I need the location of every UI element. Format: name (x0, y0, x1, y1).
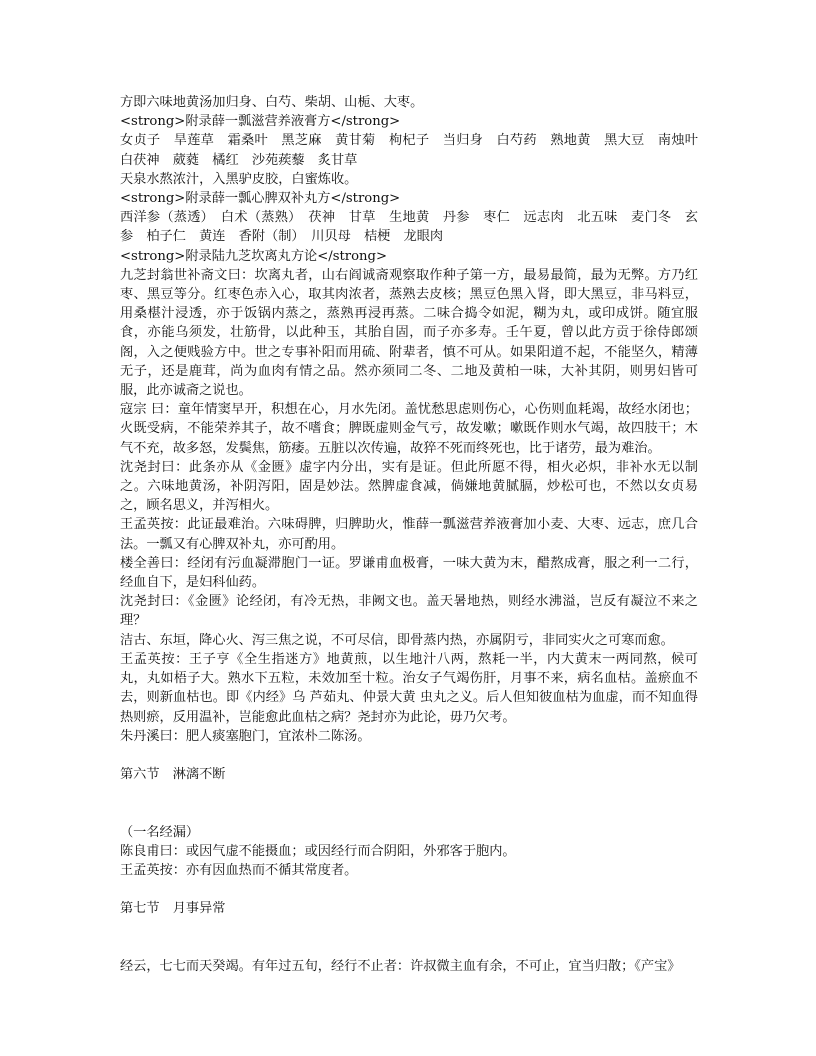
paragraph: 寇宗 曰：童年情窦早开，积想在心，月水先闭。盖忧愁思虑则伤心，心伤则血耗竭，故经水闭也；火既受病，不能荣养其子，故不嗜食；脾既虚则金气亏，故发嗽；嗽既作则水气竭，故四肢干；木气不充，故多怒，发鬓焦，筋痿。五脏以次传遍，故猝不死而终死也，比于诸劳，最为难治。 (120, 402, 698, 456)
paragraph: 沈尧封曰：《金匮》论经闭，有冷无热，非阙文也。盖天暑地热，则经水沸溢，岂反有凝泣不来之理？ (120, 594, 698, 629)
paragraph: 陈良甫曰：或因气虚不能摄血；或因经行而合阴阳，外邪客于胞内。 (120, 843, 516, 859)
paragraph: 王孟英按：王子亨《全生指迷方》地黄煎，以生地汁八两，熬耗一半，内大黄末一两同熬，候可丸，丸如梧子大。熟水下五粒，未效加至十粒。治女子气竭伤肝，月事不来，病名血枯。盖瘀血不去，则新血枯也。即《内经》乌 芦茹丸、仲景大黄 虫丸之义。后人但知彼血枯为血虚，而不知血得热则瘀，反用温补，岂能愈此血枯之病？尧封亦为此论，毋乃欠考。 (120, 651, 698, 725)
paragraph-spacer (120, 746, 698, 765)
paragraph-spacer (120, 919, 698, 957)
paragraph: 王孟英按：此证最难治。六味碍脾，归脾助火，惟薛一瓢滋营养液膏加小麦、大枣、远志，庶几合法。一瓢又有心脾双补丸，亦可酌用。 (120, 517, 698, 552)
paragraph: <strong>附录薛一瓢滋营养液膏方</strong> (120, 114, 401, 130)
paragraph: （一名经漏） (120, 824, 200, 840)
paragraph-spacer (120, 784, 698, 822)
paragraph: 朱丹溪曰：肥人痰塞胞门，宜浓朴二陈汤。 (120, 728, 371, 744)
paragraph: 天泉水熬浓汁，入黑驴皮胶，白蜜炼收。 (120, 171, 358, 187)
paragraph: <strong>附录薛一瓢心脾双补丸方</strong> (120, 191, 401, 207)
paragraph-spacer (120, 880, 698, 899)
paragraph: 九芝封翁世补斋文曰：坎离丸者，山右阎诚斋观察取作种子第一方，最易最简，最为无弊。方乃红枣、黑豆等分。红枣色赤入心，取其肉浓者，蒸熟去皮核；黑豆色黑入肾，即大黑豆，非马料豆，用桑椹汁浸透，亦于饭锅内蒸之，蒸熟再浸再蒸。二味合捣令如泥，糊为丸，或印成饼。随宜服食，亦能乌须发，壮筋骨，以此种玉，其胎自固，而子亦多寿。壬午夏，曾以此方贡于徐侍郎颂阁，入之便贱验方中。世之专事补阳而用硫、附辈者，慎不可从。如果阳道不起，不能坚久，精薄无子，还是鹿茸，尚为血肉有情之品。然亦须同二冬、二地及黄柏一味，大补其阴，则男妇皆可服，此亦诚斋之说也。 (120, 267, 698, 399)
document-body (120, 93, 712, 976)
paragraph: 王孟英按：亦有因血热而不循其常度者。 (120, 863, 358, 879)
paragraph: 楼全善曰：经闭有污血凝滞胞门一证。罗谦甫血极膏，一味大黄为末，醋熬成膏，服之利一二行，经血自下，是妇科仙药。 (120, 555, 698, 591)
paragraph: 女贞子 旱莲草 霜桑叶 黑芝麻 黄甘菊 枸杞子 当归身 白芍药 熟地黄 黑大豆 南烛叶 白茯神 葳蕤 橘红 沙苑蒺藜 炙甘草 (120, 133, 712, 168)
paragraph: <strong>附录陆九芝坎离丸方论</strong> (120, 248, 388, 264)
paragraph: 经云，七七而天癸竭。有年过五旬，经行不止者：许叔微主血有余，不可止，宜当归散；《产宝》 (120, 959, 681, 975)
section-heading: 第七节 月事异常 (120, 901, 226, 917)
paragraph: 西洋参（蒸透） 白术（蒸熟） 茯神 甘草 生地黄 丹参 枣仁 远志肉 北五味 麦门冬 玄参 柏子仁 黄连 香附（制） 川贝母 桔梗 龙眼肉 (120, 210, 698, 245)
section-heading: 第六节 淋漓不断 (120, 767, 226, 783)
paragraph: 方即六味地黄汤加归身、白芍、柴胡、山栀、大枣。 (120, 95, 424, 110)
paragraph: 沈尧封曰：此条亦从《金匮》虚字内分出，实有是证。但此所愿不得，相火必炽，非补水无以制之。六味地黄汤，补阴泻阳，固是妙法。然脾虚食减，倘嫌地黄腻膈，炒松可也，不然以女贞易之，顾名思义，并泻相火。 (120, 459, 698, 514)
paragraph: 洁古、东垣，降心火、泻三焦之说，不可尽信，即骨蒸内热，亦属阴亏，非同实火之可寒而愈。 (120, 632, 674, 648)
